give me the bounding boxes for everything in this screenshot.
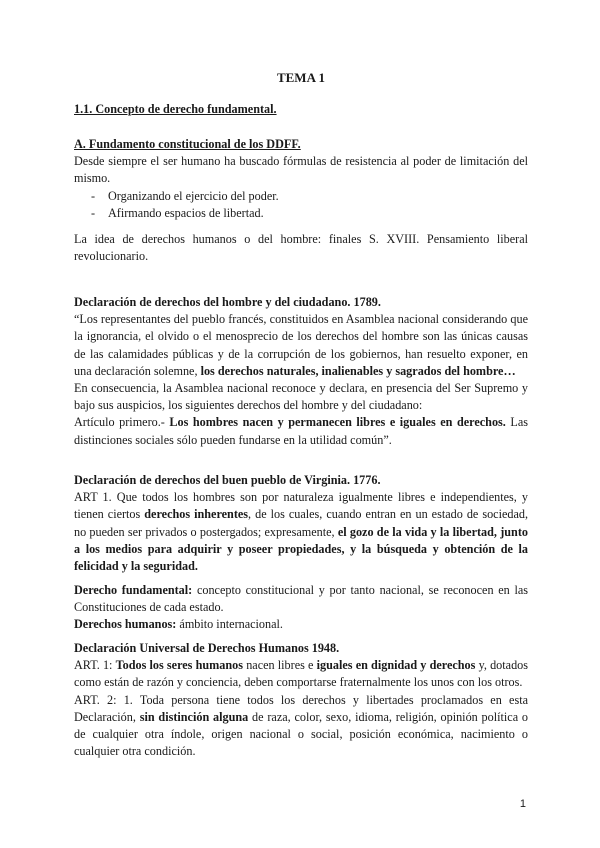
declaration-1789-heading: Declaración de derechos del hombre y del ciudadano. 1789. — [74, 295, 381, 309]
declaration-1789-article: Artículo primero.- Los hombres nacen y permanecen libres e iguales en derechos. Las distinciones sociales sólo pueden fundarse en la utilidad común”. — [74, 415, 528, 447]
idea-paragraph: La idea de derechos humanos o del hombre: finales S. XVIII. Pensamiento liberal revolucionario. — [74, 232, 528, 264]
declaration-1789-paragraph: En consecuencia, la Asamblea nacional reconoce y declara, en presencia del Ser Supremo y bajo sus auspicios, los siguientes derechos del hombre y del ciudadano: — [74, 381, 528, 413]
subsection-a-heading: A. Fundamento constitucional de los DDFF. — [74, 137, 301, 151]
subsection-a — [74, 136, 528, 222]
declaration-universal-heading: Declaración Universal de Derechos Humanos 1948. — [74, 641, 340, 655]
section-heading-1-1: 1.1. Concepto de derecho fundamental. — [74, 102, 277, 116]
list-item: - Organizando el ejercicio del poder. — [91, 188, 279, 203]
definition-fundamental: Derecho fundamental: concepto constitucional y por tanto nacional, se reconocen en las Constituciones de cada estado. — [74, 583, 528, 615]
page-title: TEMA 1 — [276, 70, 326, 85]
declaration-virginia-article: ART 1. Que todos los hombres son por naturaleza igualmente libres e independientes, y tienen ciertos derechos inherentes, de los cuales, cuando entran en un estado de sociedad, no pueden ser privados o postergados; expresamente, el gozo de la vida y la libertad, junto a los medios para adquirir y poseer propiedades, y la búsqueda y obtención de la felicidad y la seguridad. — [74, 490, 529, 574]
declaration-virginia — [74, 472, 528, 575]
definition-humanos: Derechos humanos: ámbito internacional. — [74, 617, 283, 632]
declaration-1789 — [74, 294, 528, 449]
declaration-virginia-heading: Declaración de derechos del buen pueblo de Virginia. 1776. — [74, 473, 381, 487]
declaration-1789-paragraph: “Los representantes del pueblo francés, constituidos en Asamblea nacional considerando que la ignorancia, el olvido o el menosprecio de los derechos del hombre son las únicas causas de las calamidades públicas y de la corrupción de los gobiernos, han resuelto exponer, en una declaración solemne, los derechos naturales, inalienables y sagrados del hombre… — [74, 312, 528, 378]
list-item: - Afirmando espacios de libertad. — [91, 205, 264, 220]
declaration-universal — [74, 640, 528, 760]
intro-paragraph: Desde siempre el ser humano ha buscado fórmulas de resistencia al poder de limitación del mismo. — [74, 154, 528, 186]
page-number: 1 — [519, 798, 526, 810]
definitions — [74, 582, 528, 634]
universal-article-1: ART. 1: Todos los seres humanos nacen libres e iguales en dignidad y derechos y, dotados como están de razón y conciencia, deben comportarse fraternalmente los unos con los otros. — [74, 658, 529, 690]
universal-article-2: ART. 2: 1. Toda persona tiene todos los derechos y libertades proclamados en esta Declaración, sin distinción alguna de raza, color, sexo, idioma, religión, opinión política o de cualquier otra índole, origen nacional o social, posición económica, nacimiento o cualquier otra condición. — [74, 692, 528, 759]
